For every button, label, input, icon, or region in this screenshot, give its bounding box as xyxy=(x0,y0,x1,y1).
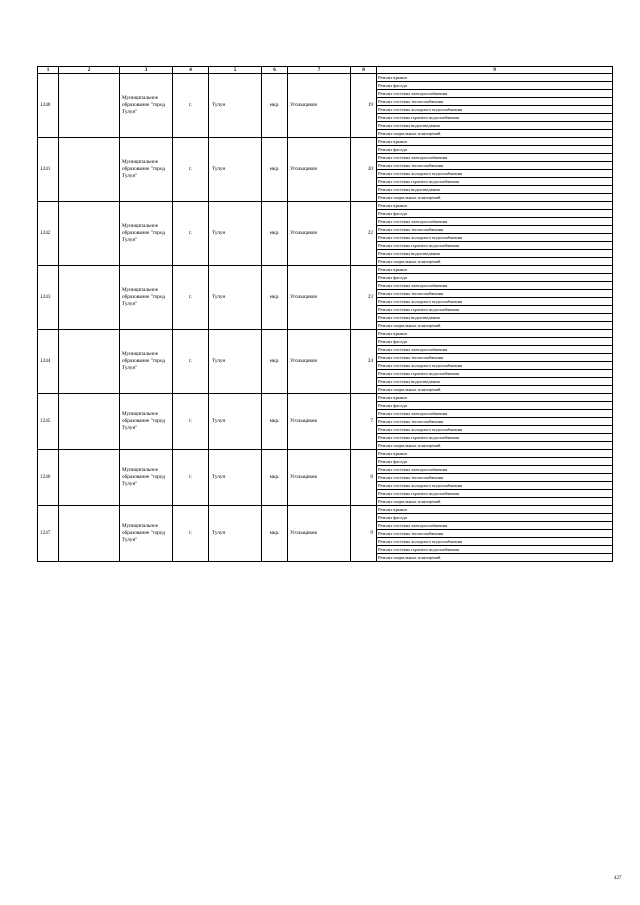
work-item: Ремонт системы теплоснабжения xyxy=(377,162,613,170)
work-item: Ремонт фасада xyxy=(377,458,613,466)
empty-cell xyxy=(59,450,120,506)
settlement-name: Тулун xyxy=(209,202,262,266)
street-name: Угольщиков xyxy=(288,394,351,450)
street-type: мкр. xyxy=(262,394,288,450)
work-item: Ремонт системы водоотведения xyxy=(377,122,613,130)
street-name: Угольщиков xyxy=(288,266,351,330)
work-item: Ремонт системы теплоснабжения xyxy=(377,418,613,426)
header-row xyxy=(38,67,613,74)
empty-cell xyxy=(59,330,120,394)
work-item: Ремонт фасада xyxy=(377,402,613,410)
municipality-name: Муниципальное образование "город Тулун" xyxy=(120,266,173,330)
work-item: Ремонт системы электроснабжения xyxy=(377,154,613,162)
work-item: Ремонт подвальных помещений xyxy=(377,554,613,562)
work-item: Ремонт системы теплоснабжения xyxy=(377,474,613,482)
work-item: Ремонт подвальных помещений xyxy=(377,442,613,450)
row-number: 1244 xyxy=(38,330,59,394)
street-type: мкр. xyxy=(262,330,288,394)
work-item: Ремонт системы горячего водоснабжения xyxy=(377,178,613,186)
municipality-name: Муниципальное образование "город Тулун" xyxy=(120,450,173,506)
header-col-8: 8 xyxy=(351,67,377,74)
work-item: Ремонт системы теплоснабжения xyxy=(377,98,613,106)
house-number: 22 xyxy=(351,202,377,266)
table-row xyxy=(38,330,613,338)
table-row xyxy=(38,506,613,514)
empty-cell xyxy=(59,202,120,266)
settlement-type: г. xyxy=(173,450,209,506)
work-item: Ремонт системы электроснабжения xyxy=(377,282,613,290)
settlement-type: г. xyxy=(173,74,209,138)
work-item: Ремонт системы горячего водоснабжения xyxy=(377,490,613,498)
work-item: Ремонт системы теплоснабжения xyxy=(377,226,613,234)
work-item: Ремонт подвальных помещений xyxy=(377,498,613,506)
row-number: 1246 xyxy=(38,450,59,506)
street-type: мкр. xyxy=(262,138,288,202)
work-item: Ремонт фасада xyxy=(377,82,613,90)
house-number: 23 xyxy=(351,266,377,330)
work-item: Ремонт системы горячего водоснабжения xyxy=(377,546,613,554)
municipality-name: Муниципальное образование "город Тулун" xyxy=(120,138,173,202)
work-item: Ремонт системы водоотведения xyxy=(377,378,613,386)
work-item: Ремонт системы холодного водоснабжения xyxy=(377,234,613,242)
street-name: Угольщиков xyxy=(288,506,351,562)
work-item: Ремонт системы теплоснабжения xyxy=(377,354,613,362)
work-item: Ремонт системы холодного водоснабжения xyxy=(377,298,613,306)
work-item: Ремонт крыши xyxy=(377,394,613,402)
work-item: Ремонт системы электроснабжения xyxy=(377,346,613,354)
work-item: Ремонт системы электроснабжения xyxy=(377,466,613,474)
work-item: Ремонт системы теплоснабжения xyxy=(377,290,613,298)
street-name: Угольщиков xyxy=(288,74,351,138)
work-item: Ремонт подвальных помещений xyxy=(377,130,613,138)
empty-cell xyxy=(59,394,120,450)
header-col-5: 5 xyxy=(209,67,262,74)
header-col-2: 2 xyxy=(59,67,120,74)
settlement-name: Тулун xyxy=(209,266,262,330)
page-number: 427 xyxy=(614,876,622,881)
street-name: Угольщиков xyxy=(288,138,351,202)
house-number: 24 xyxy=(351,330,377,394)
settlement-type: г. xyxy=(173,266,209,330)
row-number: 1241 xyxy=(38,138,59,202)
work-item: Ремонт системы электроснабжения xyxy=(377,90,613,98)
work-item: Ремонт крыши xyxy=(377,506,613,514)
house-number: 8 xyxy=(351,450,377,506)
table-row xyxy=(38,266,613,274)
table-row xyxy=(38,202,613,210)
work-item: Ремонт крыши xyxy=(377,330,613,338)
work-item: Ремонт системы горячего водоснабжения xyxy=(377,242,613,250)
work-item: Ремонт системы электроснабжения xyxy=(377,410,613,418)
empty-cell xyxy=(59,74,120,138)
empty-cell xyxy=(59,266,120,330)
house-number: 7 xyxy=(351,394,377,450)
work-item: Ремонт системы холодного водоснабжения xyxy=(377,170,613,178)
header-col-3: 3 xyxy=(120,67,173,74)
header-col-7: 7 xyxy=(288,67,351,74)
work-item: Ремонт системы холодного водоснабжения xyxy=(377,538,613,546)
work-item: Ремонт системы горячего водоснабжения xyxy=(377,370,613,378)
work-item: Ремонт системы холодного водоснабжения xyxy=(377,106,613,114)
municipality-name: Муниципальное образование "город Тулун" xyxy=(120,330,173,394)
row-number: 1243 xyxy=(38,266,59,330)
settlement-name: Тулун xyxy=(209,450,262,506)
work-item: Ремонт фасада xyxy=(377,210,613,218)
work-item: Ремонт подвальных помещений xyxy=(377,386,613,394)
municipality-name: Муниципальное образование "город Тулун" xyxy=(120,202,173,266)
work-item: Ремонт системы холодного водоснабжения xyxy=(377,482,613,490)
street-type: мкр. xyxy=(262,266,288,330)
settlement-type: г. xyxy=(173,394,209,450)
work-item: Ремонт крыши xyxy=(377,450,613,458)
house-number: 20 xyxy=(351,138,377,202)
header-col-4: 4 xyxy=(173,67,209,74)
house-number: 19 xyxy=(351,74,377,138)
municipality-name: Муниципальное образование "город Тулун" xyxy=(120,506,173,562)
work-item: Ремонт системы холодного водоснабжения xyxy=(377,426,613,434)
table-body xyxy=(38,74,613,562)
street-name: Угольщиков xyxy=(288,330,351,394)
house-number: 9 xyxy=(351,506,377,562)
header-col-9: 9 xyxy=(377,67,613,74)
table-row xyxy=(38,450,613,458)
settlement-name: Тулун xyxy=(209,506,262,562)
table-row xyxy=(38,138,613,146)
row-number: 1247 xyxy=(38,506,59,562)
work-item: Ремонт системы электроснабжения xyxy=(377,218,613,226)
row-number: 1240 xyxy=(38,74,59,138)
row-number: 1242 xyxy=(38,202,59,266)
work-item: Ремонт подвальных помещений xyxy=(377,322,613,330)
row-number: 1245 xyxy=(38,394,59,450)
work-item: Ремонт системы электроснабжения xyxy=(377,522,613,530)
empty-cell xyxy=(59,138,120,202)
settlement-name: Тулун xyxy=(209,74,262,138)
work-item: Ремонт фасада xyxy=(377,514,613,522)
settlement-type: г. xyxy=(173,506,209,562)
table-row xyxy=(38,74,613,82)
street-type: мкр. xyxy=(262,202,288,266)
work-item: Ремонт системы теплоснабжения xyxy=(377,530,613,538)
work-item: Ремонт системы горячего водоснабжения xyxy=(377,306,613,314)
work-item: Ремонт системы горячего водоснабжения xyxy=(377,434,613,442)
street-type: мкр. xyxy=(262,74,288,138)
work-item: Ремонт системы горячего водоснабжения xyxy=(377,114,613,122)
work-item: Ремонт подвальных помещений xyxy=(377,194,613,202)
settlement-name: Тулун xyxy=(209,330,262,394)
settlement-type: г. xyxy=(173,202,209,266)
work-item: Ремонт системы холодного водоснабжения xyxy=(377,362,613,370)
header-col-6: 6 xyxy=(262,67,288,74)
street-type: мкр. xyxy=(262,450,288,506)
settlement-name: Тулун xyxy=(209,394,262,450)
work-item: Ремонт крыши xyxy=(377,202,613,210)
table-row xyxy=(38,394,613,402)
work-item: Ремонт крыши xyxy=(377,74,613,82)
work-item: Ремонт фасада xyxy=(377,274,613,282)
repair-program-table xyxy=(37,66,613,562)
street-type: мкр. xyxy=(262,506,288,562)
street-name: Угольщиков xyxy=(288,450,351,506)
municipality-name: Муниципальное образование "город Тулун" xyxy=(120,74,173,138)
municipality-name: Муниципальное образование "город Тулун" xyxy=(120,394,173,450)
work-item: Ремонт системы водоотведения xyxy=(377,314,613,322)
work-item: Ремонт системы водоотведения xyxy=(377,186,613,194)
empty-cell xyxy=(59,506,120,562)
work-item: Ремонт фасада xyxy=(377,338,613,346)
work-item: Ремонт крыши xyxy=(377,138,613,146)
work-item: Ремонт подвальных помещений xyxy=(377,258,613,266)
work-item: Ремонт фасада xyxy=(377,146,613,154)
header-col-1: 1 xyxy=(38,67,59,74)
work-item: Ремонт крыши xyxy=(377,266,613,274)
settlement-type: г. xyxy=(173,138,209,202)
street-name: Угольщиков xyxy=(288,202,351,266)
settlement-name: Тулун xyxy=(209,138,262,202)
work-item: Ремонт системы водоотведения xyxy=(377,250,613,258)
settlement-type: г. xyxy=(173,330,209,394)
